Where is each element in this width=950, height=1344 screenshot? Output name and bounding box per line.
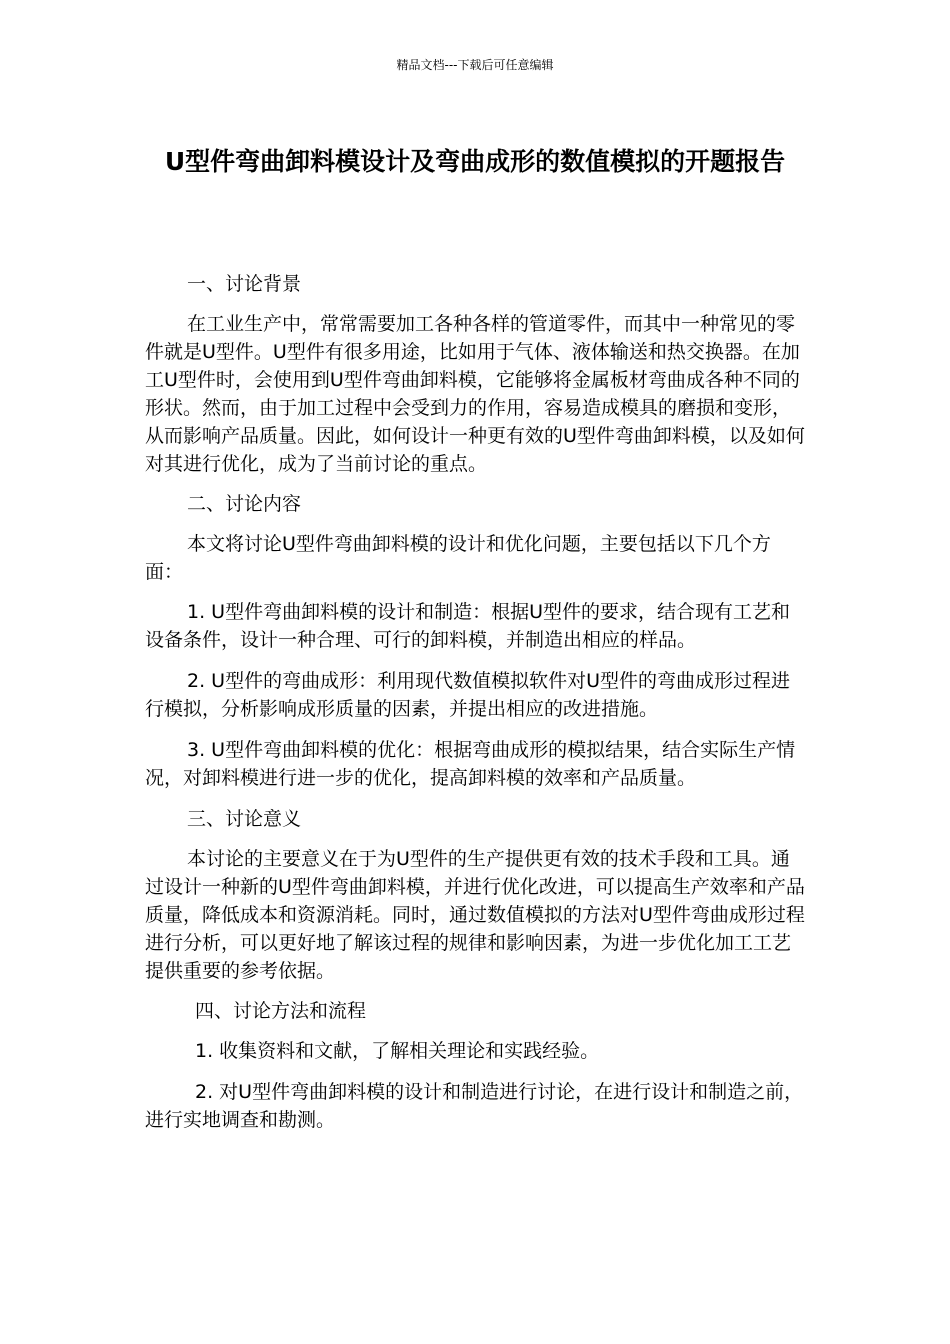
header-note: 精品文档---下载后可任意编辑 [396,58,554,72]
section-heading-methods: 四、讨论方法和流程 [195,1000,367,1022]
method-step-1: 1. 收集资料和文献，了解相关理论和实践经验。 [195,1040,600,1062]
section-heading-significance: 三、讨论意义 [187,808,302,830]
significance-paragraph: 本讨论的主要意义在于为U型件的生产提供更有效的技术手段和工具。通过设计一种新的U型件弯曲卸料模，并进行优化改进，可以提高生产效率和产品质量，降低成本和资源消耗。同时，通过数值模拟的方法对U型件弯曲成形过程进行分析，可以更好地了解该过程的规律和影响因素，为进一步优化加工工艺提供重要的参考依据。 [145,848,805,982]
method-step-2: 2. 对U型件弯曲卸料模的设计和制造进行讨论，在进行设计和制造之前，进行实地调查和勘测。 [145,1081,804,1131]
content-item-2: 2. U型件的弯曲成形：利用现代数值模拟软件对U型件的弯曲成形过程进行模拟，分析影响成形质量的因素，并提出相应的改进措施。 [145,670,790,720]
document-title: U型件弯曲卸料模设计及弯曲成形的数值模拟的开题报告 [164,147,786,176]
section-heading-content: 二、讨论内容 [187,493,302,515]
document-body [145,270,805,1147]
section-heading-background: 一、讨论背景 [187,273,302,295]
content-item-3: 3. U型件弯曲卸料模的优化：根据弯曲成形的模拟结果，结合实际生产情况，对卸料模进行进一步的优化，提高卸料模的效率和产品质量。 [145,739,796,789]
content-item-1: 1. U型件弯曲卸料模的设计和制造：根据U型件的要求，结合现有工艺和设备条件，设计一种合理、可行的卸料模，并制造出相应的样品。 [145,601,790,651]
background-paragraph: 在工业生产中，常常需要加工各种各样的管道零件，而其中一种常见的零件就是U型件。U型件有很多用途，比如用于气体、液体输送和热交换器。在加工U型件时，会使用到U型件弯曲卸料模，它能够将金属板材弯曲成各种不同的形状。然而，由于加工过程中会受到力的作用，容易造成模具的磨损和变形，从而影响产品质量。因此，如何设计一种更有效的U型件弯曲卸料模，以及如何对其进行优化，成为了当前讨论的重点。 [145,313,805,475]
content-intro-paragraph: 本文将讨论U型件弯曲卸料模的设计和优化问题，主要包括以下几个方面： [145,533,771,583]
